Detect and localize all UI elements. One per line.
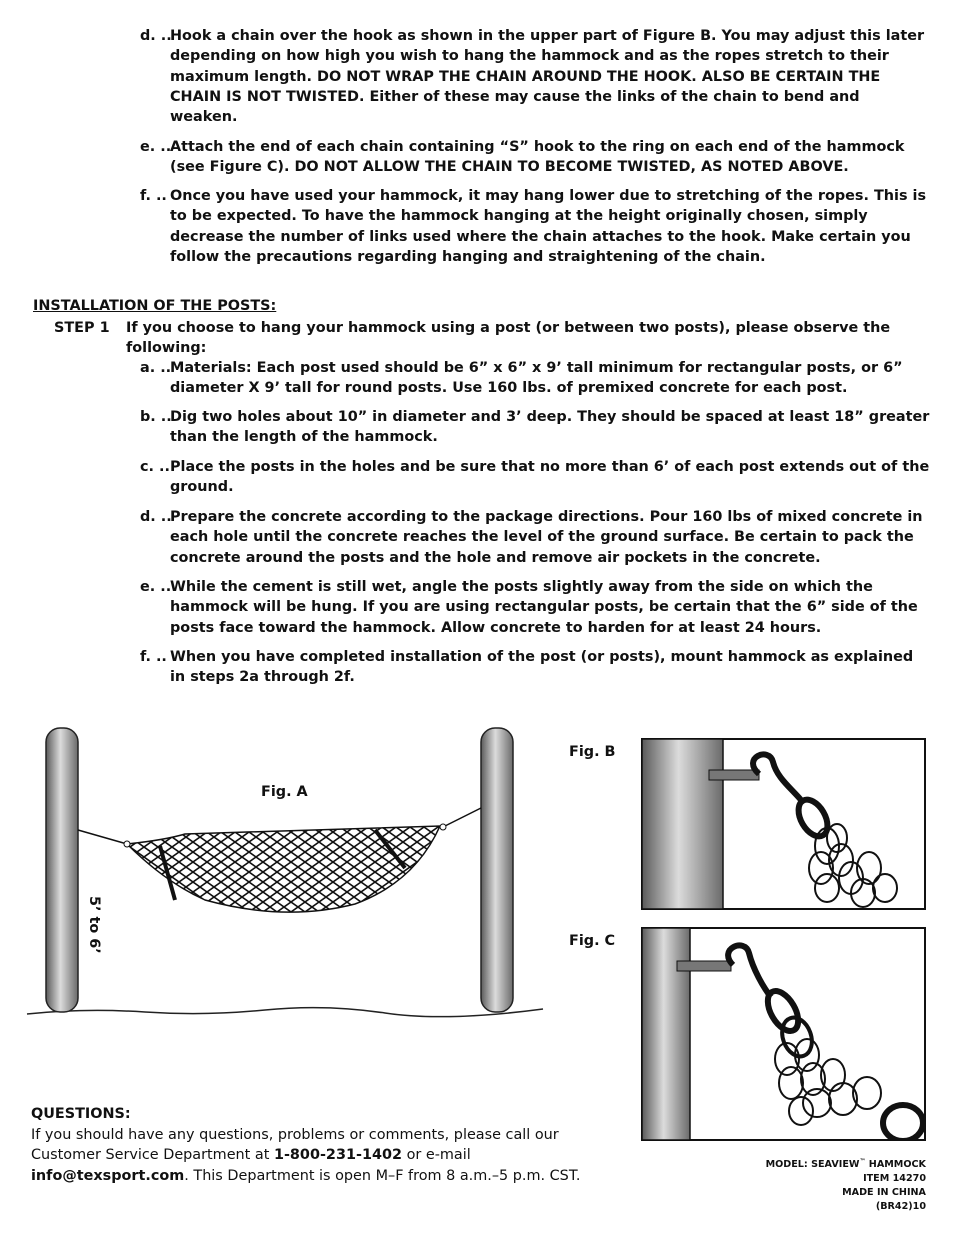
item-text: Dig two holes about 10” in diameter and 3’ deep. They should be spaced at least 18” greater than the length of the hammock. — [170, 409, 930, 446]
right-post — [481, 728, 513, 1012]
item-label: d. .. — [140, 28, 172, 44]
item-text: While the cement is still wet, angle the posts slightly away from the side on which the hammock will be hung. If you are using rectangular posts, be certain that the 6” side of the posts face toward the hammock. Allow concrete to harden for at least 24 hours. — [170, 579, 918, 636]
item-text: Place the posts in the holes and be sure that no more than 6’ of each post extends out of the ground. — [170, 459, 930, 496]
trademark-symbol: ™ — [859, 1158, 866, 1165]
item-text: Prepare the concrete according to the package directions. Pour 160 lbs of mixed concrete in each hole until the concrete reaches the level of the ground surface. Be certain to pack the concrete around the posts and the hole and remove air pockets in the concrete. — [170, 509, 923, 566]
model-name: MODEL: SEAVIEW — [765, 1159, 860, 1171]
questions-text-part: or e-mail — [402, 1147, 471, 1163]
questions-text — [31, 1125, 591, 1187]
post-section — [642, 739, 723, 909]
doc-code: (BR42)10 — [875, 1200, 926, 1212]
post-section — [642, 928, 690, 1140]
instruction-d — [140, 26, 930, 127]
item-label: f. .. — [140, 649, 167, 665]
hook — [677, 961, 731, 971]
fig-c-caption: Fig. C — [569, 933, 616, 949]
figure-b-illustration — [641, 738, 926, 910]
figure-c-illustration — [641, 927, 926, 1141]
item-text: Hook a chain over the hook as shown in the upper part of Figure B. You may adjust this later depending on how high you wish to hang the hammock and as the ropes stretch to their maximum length. DO NOT WRAP THE CHAIN AROUND THE HOOK. ALSO BE CERTAIN THE CHAIN IS NOT TWISTED. Either of these may cause the links of the chain to bend and weaken. — [170, 28, 925, 126]
item-label: b. .. — [140, 409, 172, 425]
fig-a-caption: Fig. A — [261, 784, 308, 800]
email-address: info@texsport.com — [31, 1167, 185, 1184]
item-text: Materials: Each post used should be 6” x 6” x 9’ tall minimum for rectangular posts, or 6” diameter X 9’ tall for round posts. Use 160 lbs. of premixed concrete for each post. — [170, 360, 903, 397]
step-number: STEP 1 — [54, 320, 110, 336]
item-text: When you have completed installation of the post (or posts), mount hammock as explained in steps 2a through 2f. — [170, 649, 914, 686]
step-text: If you choose to hang your hammock using a post (or between two posts), please observe the following: — [126, 320, 891, 357]
questions-text-part: . This Department is open M–F from 8 a.m.–5 p.m. CST. — [184, 1167, 581, 1184]
model-suffix: HAMMOCK — [865, 1159, 926, 1171]
product-footer — [766, 1155, 926, 1213]
phone-number: 1-800-231-1402 — [273, 1147, 402, 1163]
height-label: 5’ to 6’ — [86, 896, 102, 954]
left-post — [46, 728, 78, 1012]
model-line — [766, 1155, 926, 1172]
fig-b-caption: Fig. B — [569, 744, 616, 760]
instruction-e — [140, 137, 930, 178]
ground-line — [27, 1008, 543, 1017]
item-label: c. .. — [140, 459, 170, 475]
step-item-d — [140, 507, 930, 568]
item-label: a. .. — [140, 360, 172, 376]
questions-block — [31, 1104, 591, 1186]
item-number: ITEM 14270 — [863, 1172, 926, 1184]
instruction-f — [140, 186, 930, 267]
item-text: Once you have used your hammock, it may hang lower due to stretching of the ropes. This is to be expected. To have the hammock hanging at the height originally chosen, simply decrease the number of links used where the chain attaches to the hook. Make certain you follow the precautions regarding hanging and straightening of the chain. — [170, 188, 927, 265]
item-label: d. .. — [140, 509, 172, 525]
item-label: e. .. — [140, 579, 172, 595]
item-label: f. .. — [140, 188, 167, 204]
figure-a-illustration — [25, 722, 545, 1027]
step-item-e — [140, 577, 930, 638]
step-1 — [54, 318, 914, 359]
step-item-a — [140, 358, 930, 399]
origin: MADE IN CHINA — [842, 1186, 926, 1198]
questions-text-part: If you should have any questions, problems or comments, please call our Customer Service Department at — [31, 1126, 559, 1163]
item-label: e. .. — [140, 139, 172, 155]
step-item-c — [140, 457, 930, 498]
section-heading: INSTALLATION OF THE POSTS: — [33, 298, 277, 314]
hook — [709, 770, 759, 780]
step-item-b — [140, 407, 930, 448]
item-text: Attach the end of each chain containing “S” hook to the ring on each end of the hammock (see Figure C). DO NOT ALLOW THE CHAIN TO BECOME TWISTED, AS NOTED ABOVE. — [170, 139, 905, 176]
step-item-f — [140, 647, 930, 688]
questions-heading: QUESTIONS: — [31, 1106, 131, 1122]
